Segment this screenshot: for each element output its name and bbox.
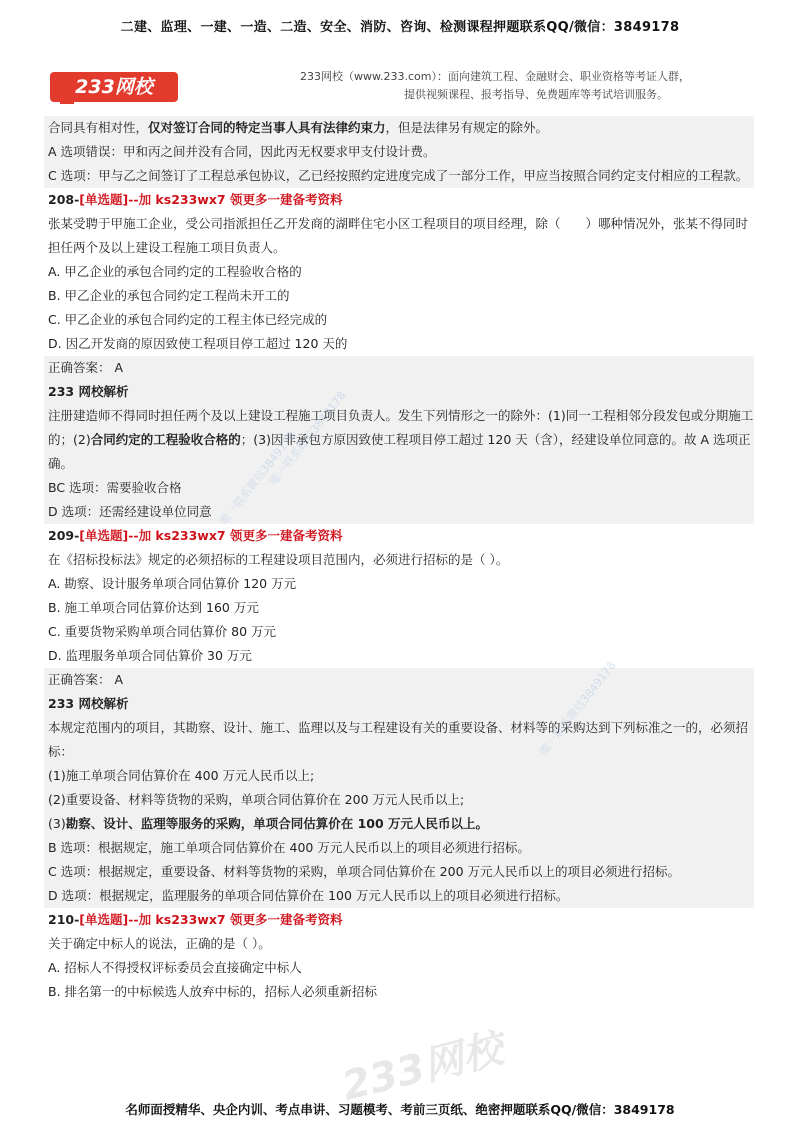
document-body xyxy=(48,116,754,1004)
watermark-logo: 233网校 xyxy=(337,1025,508,1110)
q209-note-b: B 选项：根据规定，施工单项合同估算价在 400 万元人民币以上的项目必须进行招标。 xyxy=(48,840,530,855)
footer-banner: 名师面授精华、央企内训、考点串讲、习题模考、考前三页纸、绝密押题联系QQ/微信：3849178 xyxy=(125,1102,675,1117)
q208-analysis-title: 233 网校解析 xyxy=(48,384,129,399)
question-209-header xyxy=(48,524,754,548)
q209-note-d: D 选项：根据规定，监理服务的单项合同估算价在 100 万元人民币以上的项目必须进行招标。 xyxy=(48,888,569,903)
q209-item-2: (2)重要设备、材料等货物的采购，单项合同估算价在 200 万元人民币以上; xyxy=(48,792,465,807)
question-number: 208- xyxy=(48,192,80,207)
q209-answer: 正确答案： A xyxy=(48,672,124,687)
q208-option-c: C. 甲乙企业的承包合同约定的工程主体已经完成的 xyxy=(48,312,328,327)
brand-line-2: 提供视频课程、报考指导、免费题库等考试培训服务。 xyxy=(404,88,668,101)
q209-note-c: C 选项：根据规定，重要设备、材料等货物的采购，单项合同估算价在 200 万元人民币以上的项目必须进行招标。 xyxy=(48,864,681,879)
prev-analysis-tail xyxy=(44,116,754,188)
question-number: 210- xyxy=(48,912,80,927)
question-210-stem: 关于确定中标人的说法，正确的是（ ）。 xyxy=(48,936,271,951)
question-210-header xyxy=(48,908,754,932)
q209-option-c: C. 重要货物采购单项合同估算价 80 万元 xyxy=(48,624,277,639)
question-208-stem: 张某受聘于甲施工企业，受公司指派担任乙开发商的湖畔住宅小区工程项目的项目经理，除（ ）哪种情况外，张某不得同时担任两个及以上建设工程施工项目负责人。 xyxy=(48,216,749,255)
q209-option-a: A. 勘察、设计服务单项合同估算价 120 万元 xyxy=(48,576,297,591)
233-logo: 233网校 xyxy=(50,72,178,102)
question-tag: [单选题]--加 ks233wx7 领更多一建备考资料 xyxy=(79,912,343,927)
brand-description xyxy=(300,68,760,104)
q208-answer-block xyxy=(44,356,754,524)
prev-line-1-bold: 仅对签订合同的特定当事人具有法律约束力 xyxy=(148,120,386,135)
q208-note-bc: BC 选项：需要验收合格 xyxy=(48,480,182,495)
question-number: 209- xyxy=(48,528,80,543)
q208-note-d: D 选项：还需经建设单位同意 xyxy=(48,504,212,519)
q208-answer: 正确答案： A xyxy=(48,360,124,375)
question-tag: [单选题]--加 ks233wx7 领更多一建备考资料 xyxy=(79,528,343,543)
question-tag: [单选题]--加 ks233wx7 领更多一建备考资料 xyxy=(79,192,343,207)
watermark-text: 唯一联系微信3849178 xyxy=(267,388,349,488)
watermark-text: 唯一联系微信3849178 xyxy=(537,658,619,758)
brand-line-1: 233网校（www.233.com）：面向建筑工程、金融财会、职业资格等考证人群， xyxy=(300,70,690,83)
q209-item-3-bold: 勘察、设计、监理等服务的采购，单项合同估算价在 100 万元人民币以上。 xyxy=(65,816,489,831)
top-banner: 二建、监理、一建、一造、二造、安全、消防、咨询、检测课程押题联系QQ/微信：3849178 xyxy=(120,20,680,35)
q208-option-d: D. 因乙开发商的原因致使工程项目停工超过 120 天的 xyxy=(48,336,348,351)
q209-item-1: (1)施工单项合同估算价在 400 万元人民币以上; xyxy=(48,768,315,783)
q209-option-d: D. 监理服务单项合同估算价 30 万元 xyxy=(48,648,252,663)
q209-answer-block xyxy=(44,668,754,908)
question-209-stem: 在《招标投标法》规定的必须招标的工程建设项目范围内，必须进行招标的是（ ）。 xyxy=(48,552,509,567)
q210-option-a: A. 招标人不得授权评标委员会直接确定中标人 xyxy=(48,960,302,975)
prev-line-2: A 选项错误：甲和丙之间并没有合同，因此丙无权要求甲支付设计费。 xyxy=(48,144,436,159)
prev-line-3: C 选项：甲与乙之间签订了工程总承包协议，乙已经按照约定进度完成了一部分工作，甲应当按照合同约定支付相应的工程款。 xyxy=(48,168,749,183)
q209-item-3: (3)勘察、设计、监理等服务的采购，单项合同估算价在 100 万元人民币以上。 xyxy=(48,816,489,831)
q209-analysis-intro: 本规定范围内的项目，其勘察、设计、施工、监理以及与工程建设有关的重要设备、材料等的采购达到下列标准之一的，必须招标： xyxy=(48,720,749,759)
q208-option-b: B. 甲乙企业的承包合同约定工程尚未开工的 xyxy=(48,288,290,303)
q208-analysis: 注册建造师不得同时担任两个及以上建设工程施工项目负责人。发生下列情形之一的除外：(1)同一工程相邻分段发包或分期施工的；(2)合同约定的工程验收合格的；(3)因非承包方原因致使工程项目停工超过 120 天（含），经建设单位同意的。故 A 选项正确。 xyxy=(48,408,754,471)
logo-accent-bar xyxy=(60,100,74,104)
q208-analysis-bold: 合同约定的工程验收合格的 xyxy=(90,432,241,447)
watermark-text: 唯一联系微信3849178 xyxy=(217,428,299,528)
q210-option-b: B. 排名第一的中标候选人放弃中标的，招标人必须重新招标 xyxy=(48,984,378,999)
question-208-header xyxy=(48,188,754,212)
q209-analysis-title: 233 网校解析 xyxy=(48,696,129,711)
q209-option-b: B. 施工单项合同估算价达到 160 万元 xyxy=(48,600,259,615)
prev-line-1: 合同具有相对性，仅对签订合同的特定当事人具有法律约束力，但是法律另有规定的除外。 xyxy=(48,120,549,135)
q208-option-a: A. 甲乙企业的承包合同约定的工程验收合格的 xyxy=(48,264,302,279)
